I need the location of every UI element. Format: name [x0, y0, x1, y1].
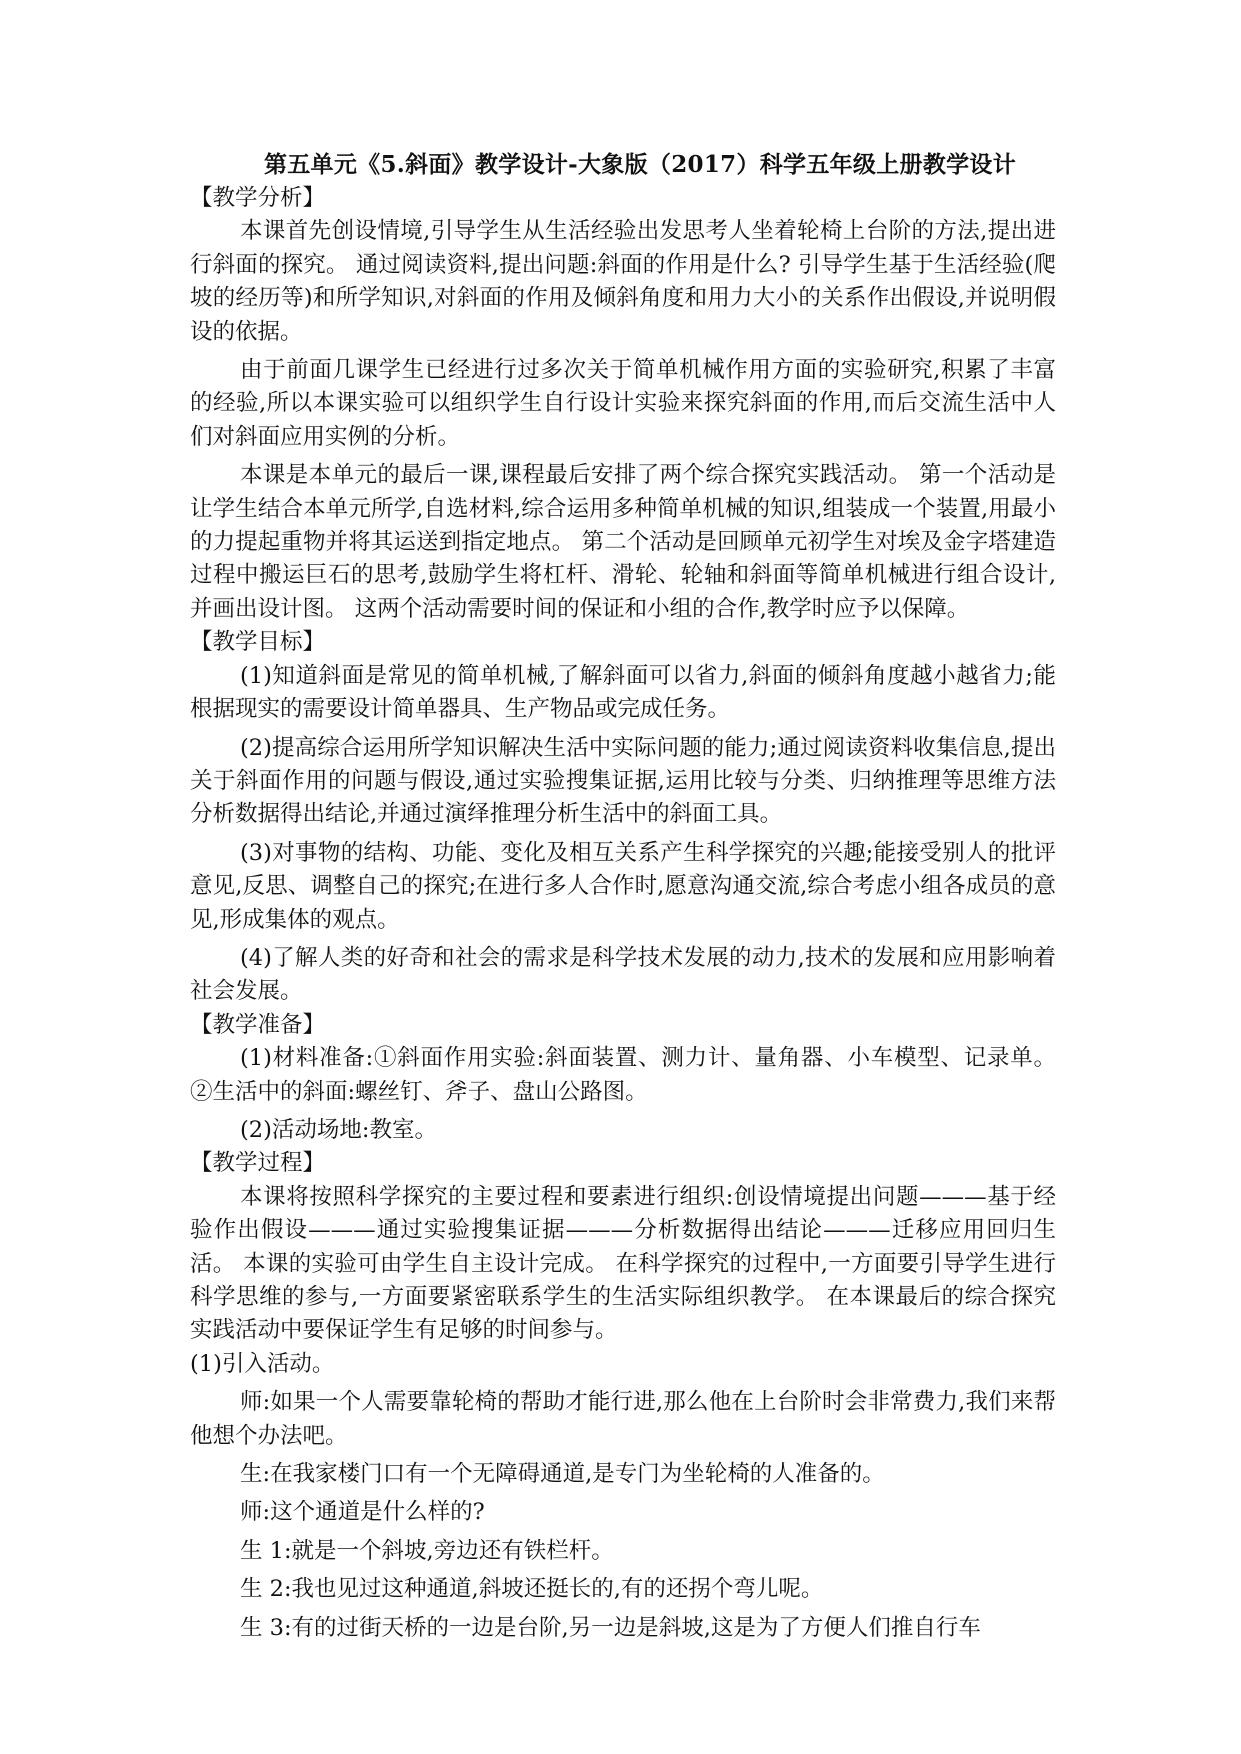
- dialogue-line: 师:这个通道是什么样的?: [240, 1499, 485, 1526]
- dialogue-line: 生 2:我也见过这种通道,斜坡还挺长的,有的还拐个弯儿呢。: [240, 1576, 824, 1603]
- paragraph: 本课首先创设情境,引导学生从生活经验出发思考人坐着轮椅上台阶的方法,提出进行斜面的探究。 通过阅读资料,提出问题:斜面的作用是什么? 引导学生基于生活经验(爬坡的经历等)和所学知识,对斜面的作用及倾斜角度和用力大小的关系作出假设,并说明假设的依据。: [190, 218, 1056, 345]
- section-heading-analysis: 【教学分析】: [190, 185, 326, 211]
- document-body: [190, 182, 1056, 1645]
- paragraph: 本课将按照科学探究的主要过程和要素进行组织:创设情境提出问题———基于经验作出假设———通过实验搜集证据———分析数据得出结论———迁移应用回归生活。 本课的实验可由学生自主设计完成。 在科学探究的过程中,一方面要引导学生进行科学思维的参与,一方面要紧密联系学生的生活实际组织教学。 在本课最后的综合探究实践活动中要保证学生有足够的时间参与。: [190, 1183, 1056, 1344]
- dialogue-line: 师:如果一个人需要靠轮椅的帮助才能行进,那么他在上台阶时会非常费力,我们来帮他想个办法吧。: [190, 1389, 1056, 1449]
- paragraph: (2)提高综合运用所学知识解决生活中实际问题的能力;通过阅读资料收集信息,提出关于斜面作用的问题与假设,通过实验搜集证据,运用比较与分类、归纳推理等思维方法分析数据得出结论,并通过演绎推理分析生活中的斜面工具。: [190, 734, 1056, 828]
- section-heading-preparation: 【教学准备】: [190, 1011, 326, 1038]
- paragraph: (1)材料准备:①斜面作用实验:斜面装置、测力计、量角器、小车模型、记录单。 ②生活中的斜面:螺丝钉、斧子、盘山公路图。: [190, 1045, 1056, 1105]
- dialogue-line: 生:在我家楼门口有一个无障碍通道,是专门为坐轮椅的人准备的。: [240, 1461, 885, 1488]
- paragraph: (4)了解人类的好奇和社会的需求是科学技术发展的动力,技术的发展和应用影响着社会发展。: [190, 944, 1056, 1005]
- step-heading: (1)引入活动。: [190, 1350, 335, 1377]
- paragraph: 本课是本单元的最后一课,课程最后安排了两个综合探究实践活动。 第一个活动是让学生结合本单元所学,自选材料,综合运用多种简单机械的知识,组装成一个装置,用最小的力提起重物并将其运送到指定地点。 第二个活动是回顾单元初学生对埃及金字塔建造过程中搬运巨石的思考,鼓励学生将杠杆、滑轮、轮轴和斜面等简单机械进行组合设计,并画出设计图。 这两个活动需要时间的保证和小组的合作,教学时应予以保障。: [190, 462, 1056, 622]
- paragraph: 由于前面几课学生已经进行过多次关于简单机械作用方面的实验研究,积累了丰富的经验,所以本课实验可以组织学生自行设计实验来探究斜面的作用,而后交流生活中人们对斜面应用实例的分析。: [190, 357, 1056, 450]
- dialogue-line: 生 1:就是一个斜坡,旁边还有铁栏杆。: [240, 1537, 614, 1564]
- paragraph: (3)对事物的结构、功能、变化及相互关系产生科学探究的兴趣;能接受别人的批评意见,反思、调整自己的探究;在进行多人合作时,愿意沟通交流,综合考虑小组各成员的意见,形成集体的观点。: [190, 839, 1056, 933]
- document-title: 第五单元《5.斜面》教学设计-大象版（2017）科学五年级上册教学设计: [263, 151, 1017, 178]
- section-heading-process: 【教学过程】: [190, 1150, 326, 1177]
- paragraph: (1)知道斜面是常见的简单机械,了解斜面可以省力,斜面的倾斜角度越小越省力;能根据现实的需要设计简单器具、生产物品或完成任务。: [190, 662, 1056, 723]
- paragraph: (2)活动场地:教室。: [240, 1116, 437, 1143]
- dialogue-line: 生 3:有的过街天桥的一边是台阶,另一边是斜坡,这是为了方便人们推自行车: [240, 1614, 981, 1641]
- section-heading-goals: 【教学目标】: [190, 629, 326, 656]
